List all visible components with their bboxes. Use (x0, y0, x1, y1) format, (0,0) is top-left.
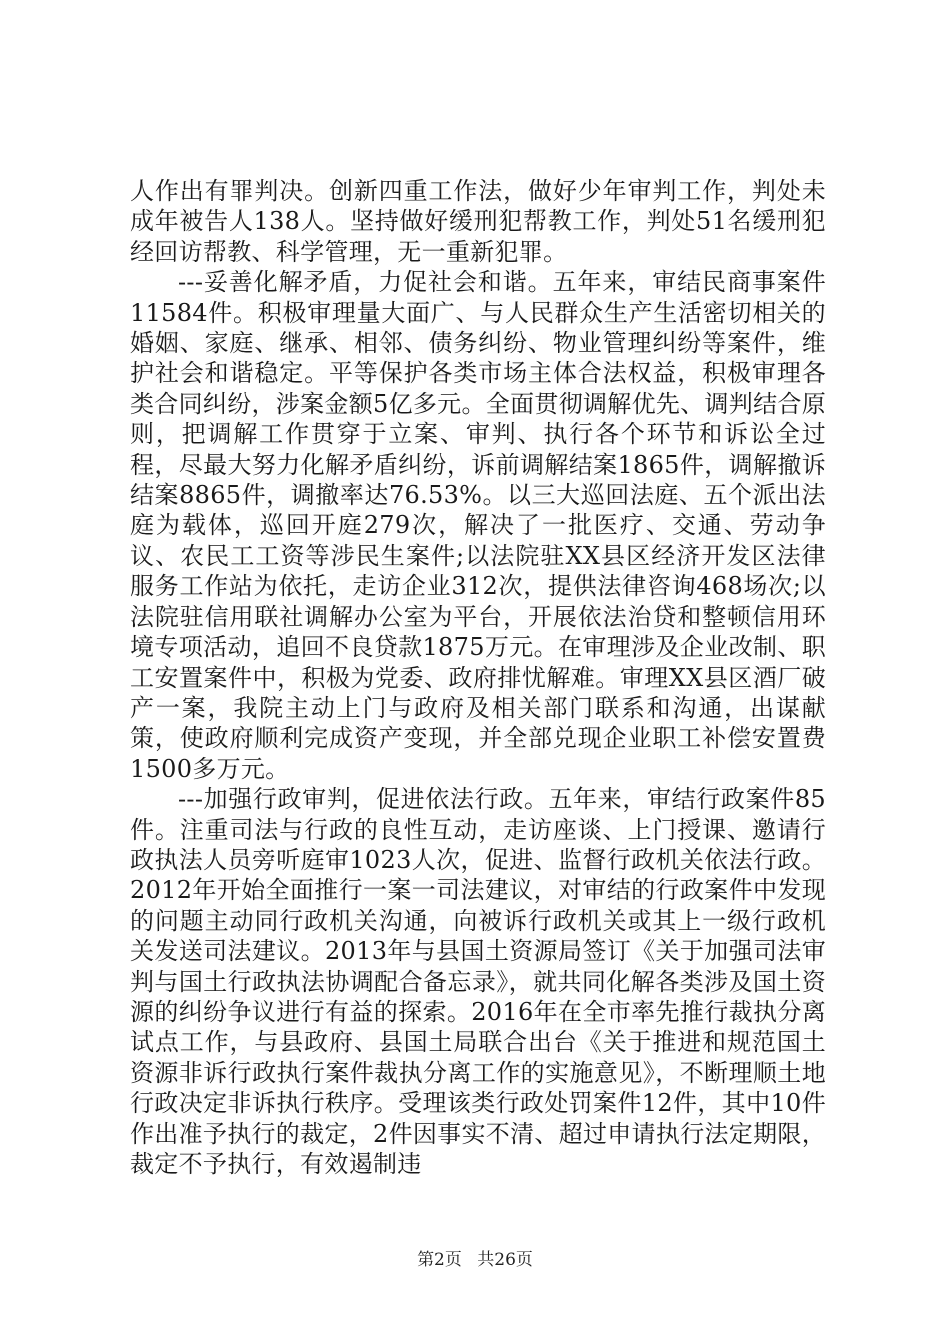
paragraph-administrative: ---加强行政审判，促进依法行政。五年来，审结行政案件85件。注重司法与行政的良性互动，走访座谈、上门授课、邀请行政执法人员旁听庭审1023人次，促进、监督行政机关依法行政。2012年开始全面推行一案一司法建议，对审结的行政案件中发现的问题主动同行政机关沟通，向被诉行政机关或其上一级行政机关发送司法建议。2013年与县国土资源局签订《关于加强司法审判与国土行政执法协调配合备忘录》，就共同化解各类涉及国土资源的纠纷争议进行有益的探索。2016年在全市率先推行裁执分离试点工作，与县政府、县国土局联合出台《关于推进和规范国土资源非诉行政执行案件裁执分离工作的实施意见》，不断理顺土地行政决定非诉执行秩序。受理该类行政处罚案件12件，其中10件作出准予执行的裁定，2件因事实不清、超过申请执行法定期限，裁定不予执行，有效遏制违 (130, 785, 826, 1178)
page-footer (0, 1245, 950, 1270)
document-body (130, 176, 826, 1179)
page-total: 共26页 (477, 1250, 533, 1270)
paragraph-criminal-trial: 人作出有罪判决。创新四重工作法，做好少年审判工作，判处未成年被告人138人。坚持做好缓刑犯帮教工作，判处51名缓刑犯经回访帮教、科学管理，无一重新犯罪。 (130, 177, 826, 266)
paragraph-civil-commercial: ---妥善化解矛盾，力促社会和谐。五年来，审结民商事案件11584件。积极审理量大面广、与人民群众生产生活密切相关的婚姻、家庭、继承、相邻、债务纠纷、物业管理纠纷等案件，维护社会和谐稳定。平等保护各类市场主体合法权益，积极审理各类合同纠纷，涉案金额5亿多元。全面贯彻调解优先、调判结合原则，把调解工作贯穿于立案、审判、执行各个环节和诉讼全过程，尽最大努力化解矛盾纠纷，诉前调解结案1865件，调解撤诉结案8865件，调撤率达76.53%。以三大巡回法庭、五个派出法庭为载体，巡回开庭279次，解决了一批医疗、交通、劳动争议、农民工工资等涉民生案件;以法院驻XX县区经济开发区法律服务工作站为依托，走访企业312次，提供法律咨询468场次;以法院驻信用联社调解办公室为平台，开展依法治贷和整顿信用环境专项活动，追回不良贷款1875万元。在审理涉及企业改制、职工安置案件中，积极为党委、政府排忧解难。审理XX县区酒厂破产一案，我院主动上门与政府及相关部门联系和沟通，出谋献策，使政府顺利完成资产变现，并全部兑现企业职工补偿安置费1500多万元。 (130, 268, 826, 783)
page-number: 第2页 (417, 1250, 462, 1270)
